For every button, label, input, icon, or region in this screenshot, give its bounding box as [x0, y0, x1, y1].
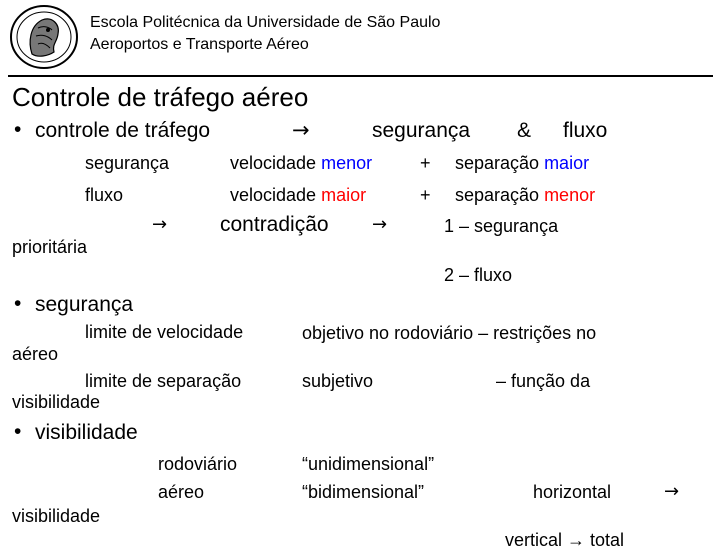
- bullet-marker: •: [14, 292, 22, 315]
- bidimensional-word: “bidimensional”: [302, 482, 425, 502]
- row-label-fluxo: fluxo: [85, 185, 124, 205]
- bullet-marker: •: [14, 118, 22, 141]
- bullet-controle-text: controle de tráfego: [35, 119, 211, 142]
- visibility-word: visibilidade: [12, 506, 101, 526]
- horizontal-word: horizontal: [533, 482, 612, 502]
- priority-1: 1 – segurança: [444, 216, 559, 236]
- row-separation-fluxo: separação menor: [455, 185, 596, 205]
- visibility-word: visibilidade: [12, 392, 101, 412]
- university-seal-logo: [8, 4, 80, 70]
- bullet-seguranca-text: segurança: [35, 293, 134, 316]
- row-label-seguranca: segurança: [85, 153, 170, 173]
- function-of-text: – função da: [496, 371, 591, 391]
- row-velocity-seguranca: velocidade menor: [230, 153, 373, 173]
- subjective-text: subjetivo: [302, 371, 374, 391]
- unidimensional-word: “unidimensional”: [302, 454, 435, 474]
- cut-off-line: vertical → total: [505, 530, 625, 550]
- seguranca-word: segurança: [372, 119, 471, 142]
- row-separation-seguranca: separação maior: [455, 153, 590, 173]
- slide-title: Controle de tráfego aéreo: [12, 82, 309, 112]
- plus-sign: +: [420, 153, 431, 173]
- ampersand: &: [517, 119, 532, 142]
- right-arrow-icon: →: [372, 214, 388, 235]
- speed-limit-text: limite de velocidade: [85, 322, 244, 342]
- right-arrow-icon: →: [292, 118, 310, 142]
- header-divider: [8, 75, 713, 77]
- plus-sign: +: [420, 185, 431, 205]
- right-arrow-icon: →: [152, 214, 168, 235]
- contradicao-word: contradição: [220, 213, 329, 236]
- priority-2: 2 – fluxo: [444, 265, 513, 285]
- institution-name: Escola Politécnica da Universidade de São Paulo: [90, 14, 441, 31]
- row-velocity-fluxo: velocidade maior: [230, 185, 367, 205]
- separation-limit-text: limite de separação: [85, 371, 242, 391]
- right-arrow-icon: →: [664, 481, 680, 502]
- bullet-visibilidade-text: visibilidade: [35, 421, 138, 444]
- air-word: aéreo: [158, 482, 205, 502]
- fluxo-word: fluxo: [563, 119, 608, 142]
- bullet-marker: •: [14, 420, 22, 443]
- aereo-word: aéreo: [12, 344, 59, 364]
- objective-text: objetivo no rodoviário – restrições no: [302, 323, 597, 343]
- road-word: rodoviário: [158, 454, 238, 474]
- priority-label: prioritária: [12, 237, 88, 257]
- course-name: Aeroportos e Transporte Aéreo: [90, 36, 309, 53]
